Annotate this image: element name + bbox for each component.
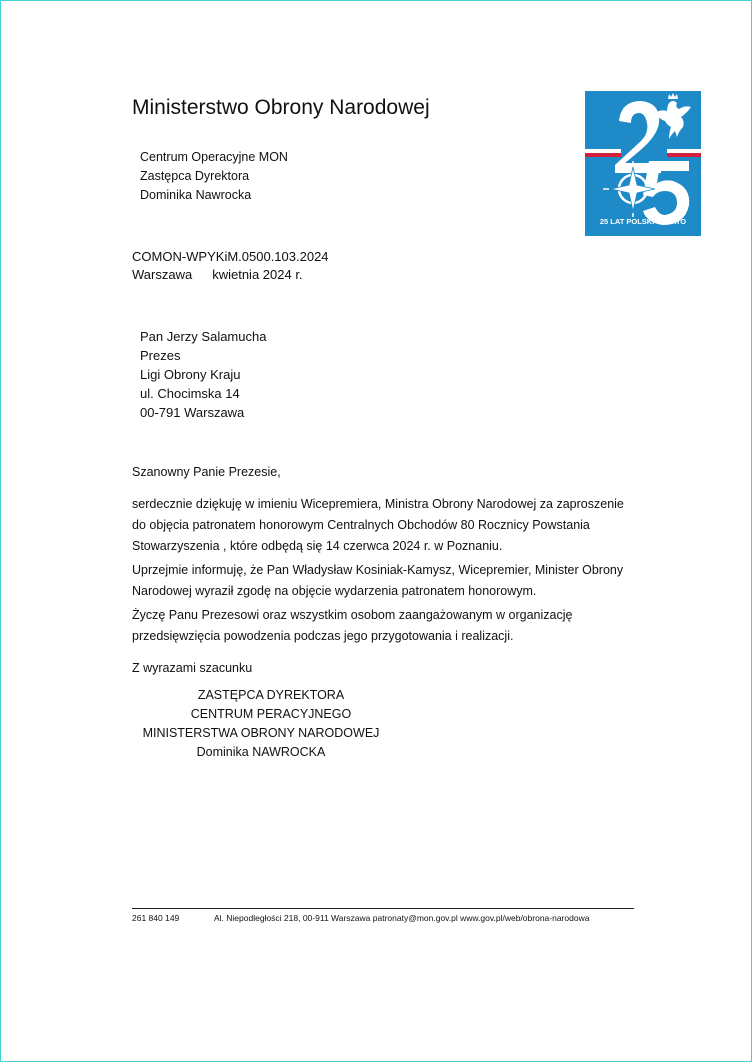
place: Warszawa: [132, 267, 193, 282]
footer-divider: [132, 908, 634, 909]
paragraph-line: serdecznie dziękuję w imieniu Wicepremiera, Ministra Obrony Narodowej za zaproszenie: [132, 497, 624, 511]
closing-phrase: Z wyrazami szacunku: [132, 661, 253, 675]
sender-block: [140, 148, 288, 205]
recipient-organization: Ligi Obrony Kraju: [140, 367, 241, 382]
paragraph-line: przedsięwzięcia powodzenia podczas jego przygotowania i realizacji.: [132, 629, 514, 643]
footer-phone: 261 840 149: [132, 913, 180, 923]
signature-unit: CENTRUM PERACYJNEGO: [190, 707, 352, 721]
place-and-date: [132, 266, 329, 284]
signature-ministry: MINISTERSTWA OBRONY NARODOWEJ: [142, 726, 380, 740]
signature-block: [121, 686, 401, 762]
logo-caption: 25 LAT POLSKI W NATO: [599, 217, 687, 226]
flag-white-stripe-left: [585, 149, 621, 153]
paragraph-consent: [132, 560, 637, 602]
recipient-street: ul. Chocimska 14: [140, 386, 240, 401]
paragraph-thanks: [132, 494, 637, 557]
footer: [132, 913, 589, 923]
flag-red-stripe-right: [667, 153, 701, 157]
reference-block: [132, 248, 329, 284]
signature-position: ZASTĘPCA DYREKTORA: [197, 688, 345, 702]
recipient-title: Prezes: [140, 348, 181, 363]
reference-number: COMON-WPYKiM.0500.103.2024: [132, 249, 329, 264]
letter-body: [132, 462, 637, 679]
date: kwietnia 2024 r.: [212, 267, 303, 282]
flag-white-stripe-right: [667, 149, 701, 153]
recipient-city: 00-791 Warszawa: [140, 405, 245, 420]
nato-25-years-logo: [585, 91, 701, 236]
flag-red-stripe-left: [585, 153, 621, 157]
signature-name: Dominika NAWROCKA: [196, 745, 326, 759]
paragraph-line: Uprzejmie informuję, że Pan Władysław Kosiniak-Kamysz, Wicepremier, Minister Obrony: [132, 563, 624, 577]
paragraph-line: Życzę Panu Prezesowi oraz wszystkim osobom zaangażowanym w organizację: [132, 608, 573, 622]
salutation: Szanowny Panie Prezesie,: [132, 465, 281, 479]
sender-unit: Centrum Operacyjne MON: [140, 150, 288, 164]
sender-position: Zastępca Dyrektora: [140, 169, 250, 183]
ministry-title: Ministerstwo Obrony Narodowej: [132, 96, 430, 119]
paragraph-line: do objęcia patronatem honorowym Centralnych Obchodów 80 Rocznicy Powstania: [132, 518, 590, 532]
nato-25-logo-graphic: [585, 91, 701, 236]
paragraph-line: Narodowej wyraził zgodę na objęcie wydarzenia patronatem honorowym.: [132, 584, 537, 598]
sender-name: Dominika Nawrocka: [140, 188, 252, 202]
recipient-name: Pan Jerzy Salamucha: [140, 329, 267, 344]
paragraph-wishes: [132, 605, 637, 647]
recipient-block: [140, 327, 266, 422]
footer-address: Al. Niepodległości 218, 00-911 Warszawa patronaty@mon.gov.pl www.gov.pl/web/obrona-narodowa: [214, 913, 590, 923]
paragraph-line: Stowarzyszenia , które odbędą się 14 czerwca 2024 r. w Poznaniu.: [132, 539, 503, 553]
